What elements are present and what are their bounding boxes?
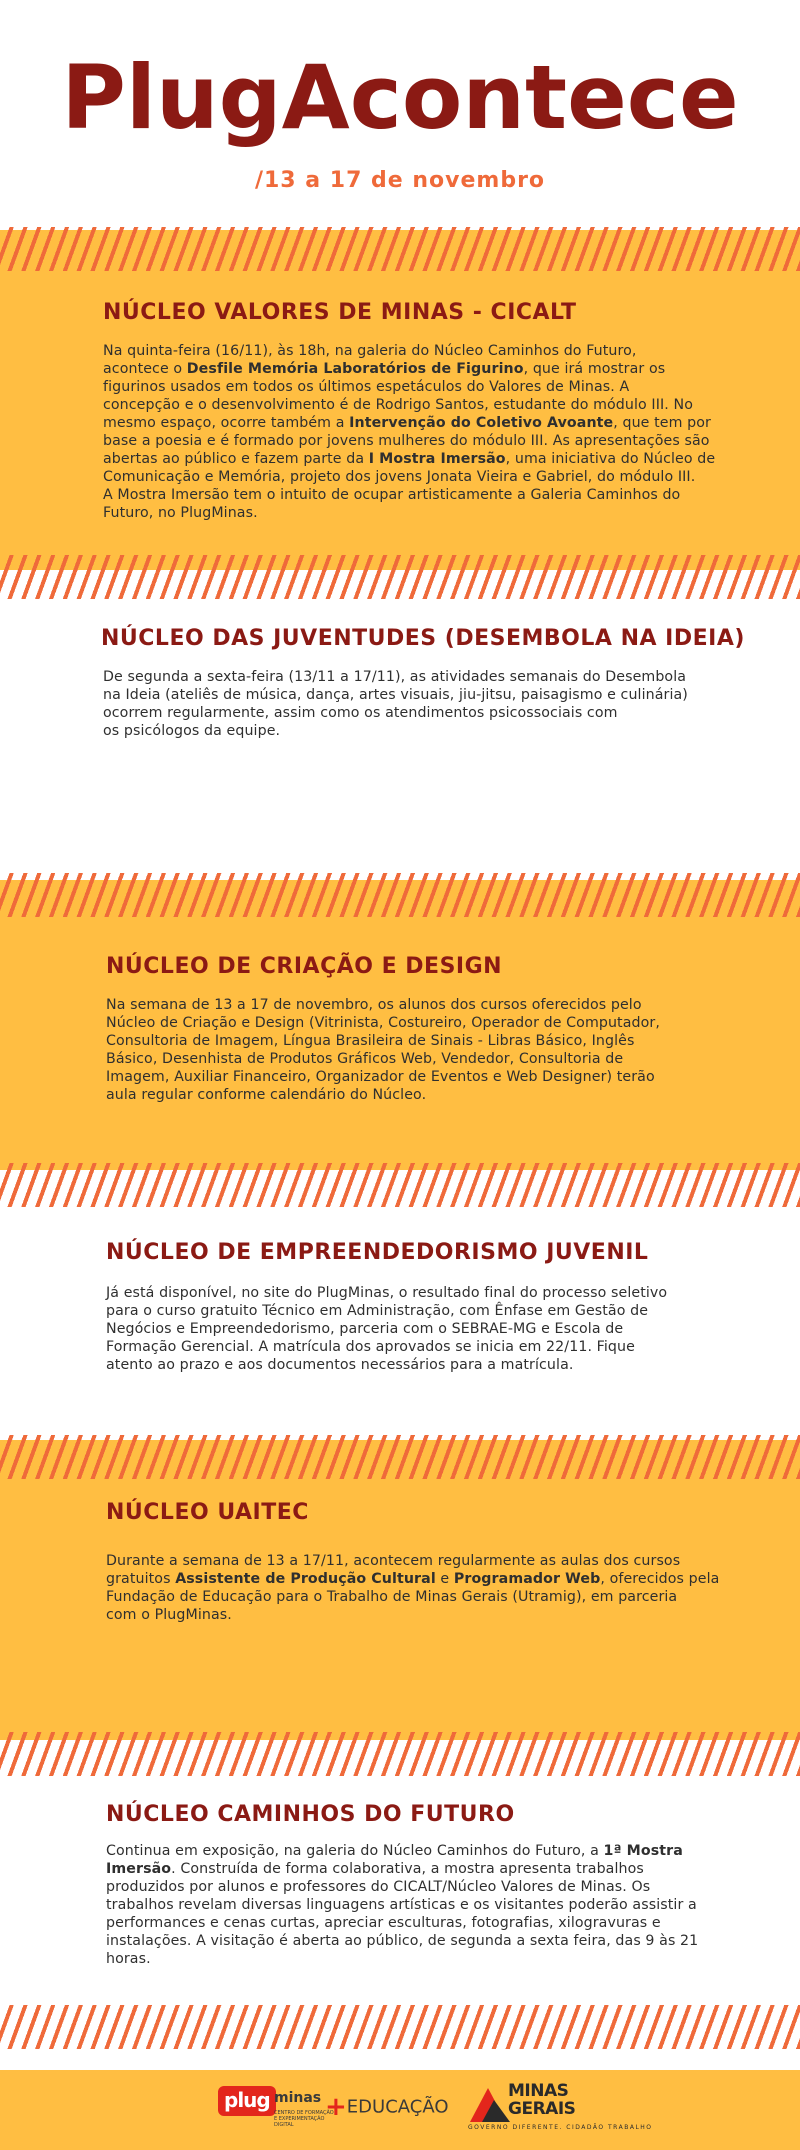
mountain-icon bbox=[468, 2084, 512, 2124]
stripe-divider bbox=[0, 1435, 800, 1479]
minas-gerais-text bbox=[508, 2082, 575, 2118]
stripe-divider bbox=[0, 2005, 800, 2049]
stripe-divider bbox=[0, 1163, 800, 1207]
section-uaitec bbox=[0, 1440, 800, 1740]
stripe-divider bbox=[0, 1732, 800, 1776]
section-title: NÚCLEO UAITEC bbox=[106, 1500, 309, 1525]
section-body: Continua em exposição, na galeria do Núcleo Caminhos do Futuro, a 1ª Mostra Imersão. Construída de forma colaborativa, a mostra apresenta trabalhos produzidos por alunos e professores do CICALT/Núcleo Valores de Minas. Os trabalhos revelam diversas linguagens artísticas e os visitantes poderão assistir a performances e cenas curtas, apreciar esculturas, fotografias, xilogravuras e instalações. A visitação é aberta ao público, de segunda a sexta feira, das 9 às 21 horas. bbox=[106, 1843, 699, 1967]
mg-line-2: GERAIS bbox=[508, 2099, 576, 2119]
section-juventudes bbox=[0, 570, 800, 880]
section-title: NÚCLEO VALORES DE MINAS - CICALT bbox=[103, 300, 577, 325]
section-title: NÚCLEO DAS JUVENTUDES (DESEMBOLA NA IDEIA) bbox=[101, 626, 745, 651]
minas-word: minas bbox=[274, 2090, 322, 2106]
section-title: NÚCLEO DE EMPREENDEDORISMO JUVENIL bbox=[106, 1240, 649, 1265]
plugminas-logo bbox=[218, 2082, 334, 2128]
section-body: Na semana de 13 a 17 de novembro, os alunos dos cursos oferecidos pelo Núcleo de Criação e Design (Vitrinista, Costureiro, Operador de Computador, Consultoria de Imagem, Língua Brasileira de Sinais - Libras Básico, Inglês Básico, Desenhista de Produtos Gráficos Web, Vendedor, Consultoria de Imagem, Auxiliar Financeiro, Organizador de Eventos e Web Designer) terão aula regular conforme calendário do Núcleo. bbox=[106, 997, 660, 1103]
educacao-word: EDUCAÇÃO bbox=[346, 2096, 449, 2118]
section-body: Durante a semana de 13 a 17/11, acontecem regularmente as aulas dos cursos gratuitos Assistente de Produção Cultural e Programador Web, oferecidos pela Fundação de Educação para o Trabalho de Minas Gerais (Utramig), em parceria com o PlugMinas. bbox=[106, 1553, 720, 1623]
plug-word: plug bbox=[218, 2086, 276, 2116]
header bbox=[0, 0, 800, 230]
section-body: Na quinta-feira (16/11), às 18h, na galeria do Núcleo Caminhos do Futuro, acontece o Desfile Memória Laboratórios de Figurino, que irá mostrar os figurinos usados em todos os últimos espetáculos do Valores de Minas. A concepção e o desenvolvimento é de Rodrigo Santos, estudante do módulo III. No mesmo espaço, ocorre também a Intervenção do Coletivo Avoante, que tem por base a poesia e é formado por jovens mulheres do módulo III. As apresentações são abertas ao público e fazem parte da I Mostra Imersão, uma iniciativa do Núcleo de Comunicação e Memória, projeto dos jovens Jonata Vieira e Gabriel, do módulo III. A Mostra Imersão tem o intuito de ocupar artisticamente a Galeria Caminhos do Futuro, no PlugMinas. bbox=[103, 343, 716, 521]
date-range: /13 a 17 de novembro bbox=[254, 168, 546, 193]
page-title: PlugAcontece bbox=[61, 46, 739, 149]
plug-tagline: CENTRO DE FORMAÇÃO E EXPERIMENTAÇÃO DIGITAL bbox=[274, 2110, 334, 2128]
section-empreendedorismo bbox=[0, 1170, 800, 1440]
minas-gerais-logo bbox=[468, 2078, 653, 2138]
section-title: NÚCLEO CAMINHOS DO FUTURO bbox=[106, 1802, 515, 1827]
plus-icon: + bbox=[325, 2092, 347, 2122]
stripe-divider bbox=[0, 227, 800, 271]
stripe-divider bbox=[0, 555, 800, 599]
stripe-divider bbox=[0, 873, 800, 917]
section-criacao-design bbox=[0, 880, 800, 1170]
footer bbox=[0, 2070, 800, 2150]
mg-tagline: GOVERNO DIFERENTE. CIDADÃO TRABALHO bbox=[468, 2124, 653, 2131]
section-body: Já está disponível, no site do PlugMinas, o resultado final do processo seletivo para o curso gratuito Técnico em Administração, com Ênfase em Gestão de Negócios e Empreendedorismo, parceria com o SEBRAE-MG e Escola de Formação Gerencial. A matrícula dos aprovados se inicia em 22/11. Fique atento ao prazo e aos documentos necessários para a matrícula. bbox=[106, 1285, 668, 1373]
section-valores-de-minas bbox=[0, 230, 800, 570]
section-title: NÚCLEO DE CRIAÇÃO E DESIGN bbox=[106, 954, 503, 979]
section-body: De segunda a sexta-feira (13/11 a 17/11), as atividades semanais do Desembola na Ideia (ateliês de música, dança, artes visuais, jiu-jitsu, paisagismo e culinária) ocorrem regularmente, assim como os atendimentos psicossociais com os psicólogos da equipe. bbox=[103, 669, 688, 739]
mais-educacao-logo bbox=[325, 2092, 449, 2122]
mg-line-1: MINAS bbox=[508, 2081, 569, 2101]
